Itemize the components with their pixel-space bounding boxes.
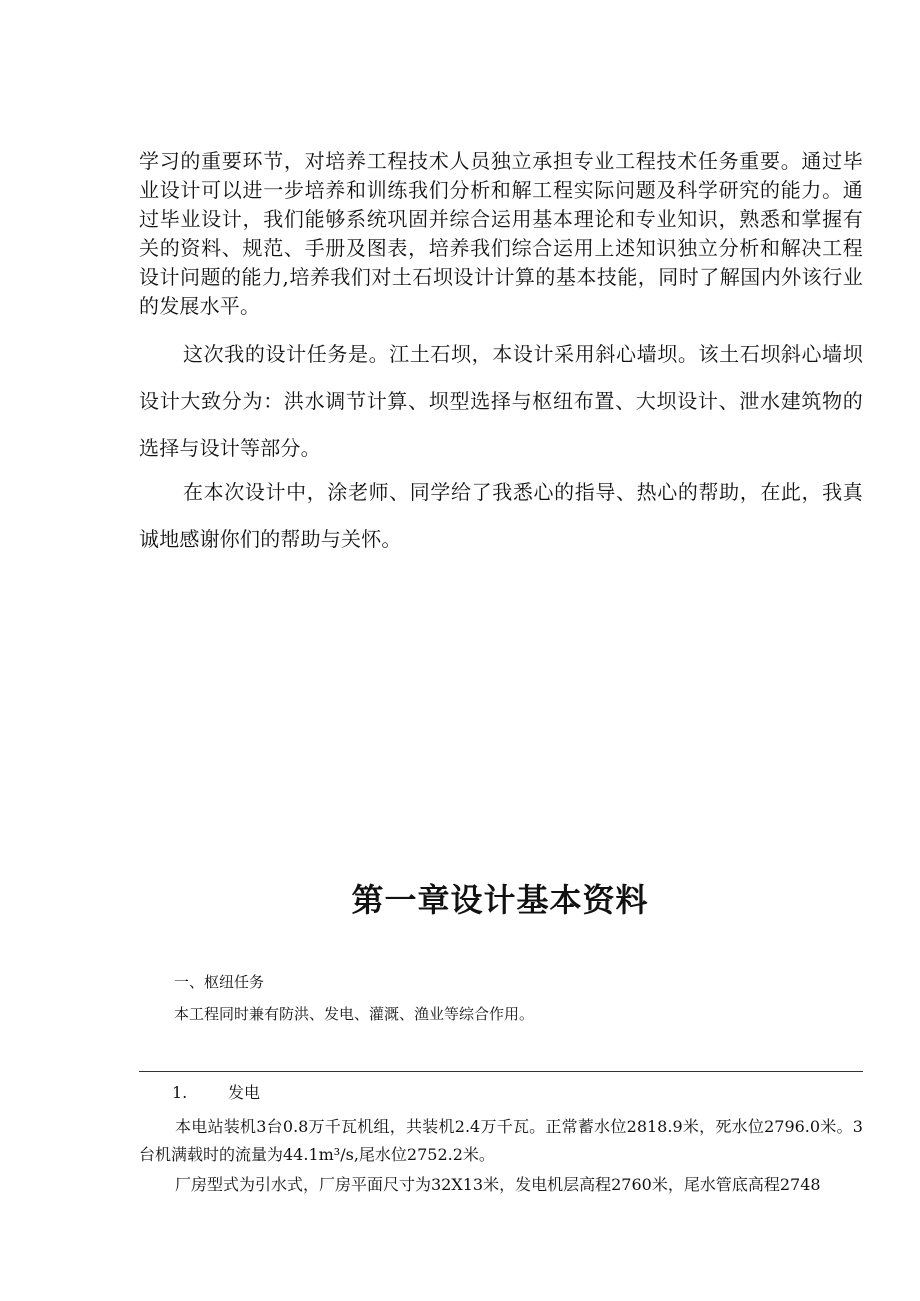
chapter-title-text: 第一章设计基本资料 bbox=[351, 881, 649, 919]
power-station-paragraph: 本电站装机3台0.8万千瓦机组，共装机2.4万千瓦。正常蓄水位2818.9米，死水位2796.0米。3台机满载时的流量为44.1m³/s,尾水位2752.2米。 bbox=[139, 1117, 863, 1164]
footnote-divider bbox=[139, 1071, 863, 1072]
design-task-paragraph: 这次我的设计任务是。江土石坝，本设计采用斜心墙坝。该土石坝斜心墙坝设计大致分为：洪水调节计算、坝型选择与枢纽布置、大坝设计、泄水建筑物的选择与设计等部分。 bbox=[139, 342, 863, 460]
acknowledgement-paragraph: 在本次设计中，涂老师、同学给了我悉心的指导、热心的帮助，在此，我真诚地感谢你们的帮助与关怀。 bbox=[139, 480, 863, 551]
section-heading: 一、枢纽任务 bbox=[174, 973, 265, 991]
item-heading bbox=[172, 1082, 260, 1104]
powerhouse-paragraph: 厂房型式为引水式，厂房平面尺寸为32X13米，发电机层高程2760米，尾水管底高程2748 bbox=[175, 1175, 821, 1194]
chapter-title bbox=[0, 875, 920, 925]
intro-paragraph: 学习的重要环节，对培养工程技术人员独立承担专业工程技术任务重要。通过毕业设计可以进一步培养和训练我们分析和解工程实际问题及科学研究的能力。通过毕业设计，我们能够系统巩固并综合运用基本理论和专业知识，熟悉和掌握有关的资料、规范、手册及图表，培养我们综合运用上述知识独立分析和解决工程设计问题的能力,培养我们对土石坝设计计算的基本技能，同时了解国内外该行业的发展水平。 bbox=[139, 149, 863, 318]
item-number: 1. bbox=[172, 1083, 188, 1102]
item-title: 发电 bbox=[228, 1083, 261, 1102]
section-body: 本工程同时兼有防洪、发电、灌溉、渔业等综合作用。 bbox=[174, 1005, 535, 1023]
